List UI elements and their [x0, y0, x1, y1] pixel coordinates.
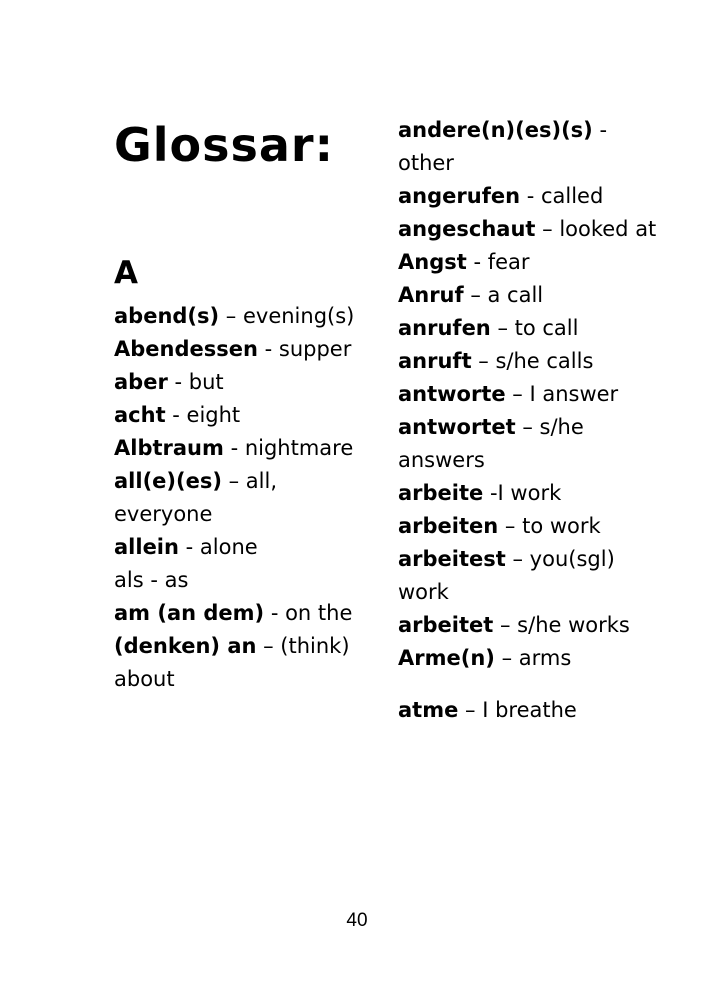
glossary-definition: - nightmare — [223, 436, 354, 460]
glossary-term: Abendessen — [114, 337, 258, 361]
glossary-entry — [398, 345, 658, 378]
glossary-entry — [114, 399, 364, 432]
glossary-entry — [398, 114, 658, 180]
section-letter: A — [114, 255, 138, 291]
glossary-term: all(e)(es) — [114, 469, 222, 493]
glossary-term: atme — [398, 698, 459, 722]
glossary-definition: - on the — [264, 601, 353, 625]
glossary-definition: - eight — [165, 403, 241, 427]
glossary-entry — [114, 333, 364, 366]
glossary-definition: - supper — [257, 337, 352, 361]
glossary-definition: - alone — [178, 535, 258, 559]
glossary-term: Angst — [398, 250, 467, 274]
glossary-entry — [398, 411, 658, 477]
glossary-definition: als - as — [114, 568, 189, 592]
glossary-entry — [114, 465, 364, 531]
glossary-entry — [398, 642, 658, 675]
glossary-term: Arme(n) — [398, 646, 495, 670]
glossary-definition: - other — [398, 118, 608, 175]
page-title: Glossar: — [114, 118, 335, 172]
glossary-definition: – arms — [494, 646, 572, 670]
glossary-term: arbeitet — [398, 613, 494, 637]
glossary-definition: – s/he answers — [398, 415, 584, 472]
glossary-entry — [114, 531, 364, 564]
glossary-term: angeschaut — [398, 217, 536, 241]
glossary-definition: – you(sgl) work — [398, 547, 615, 604]
glossary-definition: – looked at — [535, 217, 657, 241]
glossary-term: aber — [114, 370, 168, 394]
glossary-definition: – all, everyone — [114, 469, 278, 526]
glossary-left-column — [114, 300, 364, 696]
glossary-definition: – to work — [498, 514, 601, 538]
glossary-definition: – (think) about — [114, 634, 350, 691]
glossary-entry — [114, 597, 364, 630]
glossary-entry — [114, 630, 364, 696]
glossary-definition: – I answer — [505, 382, 619, 406]
glossary-term: antwortet — [398, 415, 516, 439]
glossary-definition: - fear — [466, 250, 530, 274]
glossary-term: arbeitest — [398, 547, 506, 571]
glossary-entry — [398, 378, 658, 411]
glossary-definition: - but — [167, 370, 224, 394]
glossary-entry — [114, 300, 364, 333]
glossary-term: arbeite — [398, 481, 484, 505]
glossary-term: abend(s) — [114, 304, 220, 328]
glossary-term: Anruf — [398, 283, 464, 307]
glossary-entry — [398, 510, 658, 543]
glossary-entry — [398, 609, 658, 642]
glossary-entry — [398, 543, 658, 609]
glossary-term: anrufen — [398, 316, 491, 340]
glossary-entry — [114, 366, 364, 399]
glossary-definition: – to call — [490, 316, 579, 340]
glossary-entry — [398, 246, 658, 279]
glossary-term: andere(n)(es)(s) — [398, 118, 593, 142]
glossary-term: am (an dem) — [114, 601, 265, 625]
glossary-term: acht — [114, 403, 166, 427]
glossary-entry — [398, 477, 658, 510]
page-number: 40 — [346, 910, 368, 931]
glossary-entry — [114, 432, 364, 465]
glossary-definition: – s/he calls — [471, 349, 594, 373]
glossary-definition: – evening(s) — [219, 304, 355, 328]
glossary-entry — [398, 312, 658, 345]
glossary-definition: – s/he works — [493, 613, 630, 637]
glossary-term: angerufen — [398, 184, 521, 208]
glossary-term: Albtraum — [114, 436, 224, 460]
glossary-right-column — [398, 114, 658, 727]
glossary-definition: - called — [520, 184, 604, 208]
glossary-term: antworte — [398, 382, 506, 406]
glossary-term: anruft — [398, 349, 472, 373]
glossary-term: arbeiten — [398, 514, 499, 538]
glossary-entry — [398, 180, 658, 213]
glossary-definition: – I breathe — [458, 698, 577, 722]
glossary-definition: – a call — [463, 283, 544, 307]
glossary-entry — [398, 279, 658, 312]
glossary-term: (denken) an — [114, 634, 257, 658]
glossary-term: allein — [114, 535, 179, 559]
glossary-entry — [398, 694, 658, 727]
glossary-entry — [398, 213, 658, 246]
glossary-entry — [114, 564, 364, 597]
glossary-definition: -I work — [483, 481, 562, 505]
